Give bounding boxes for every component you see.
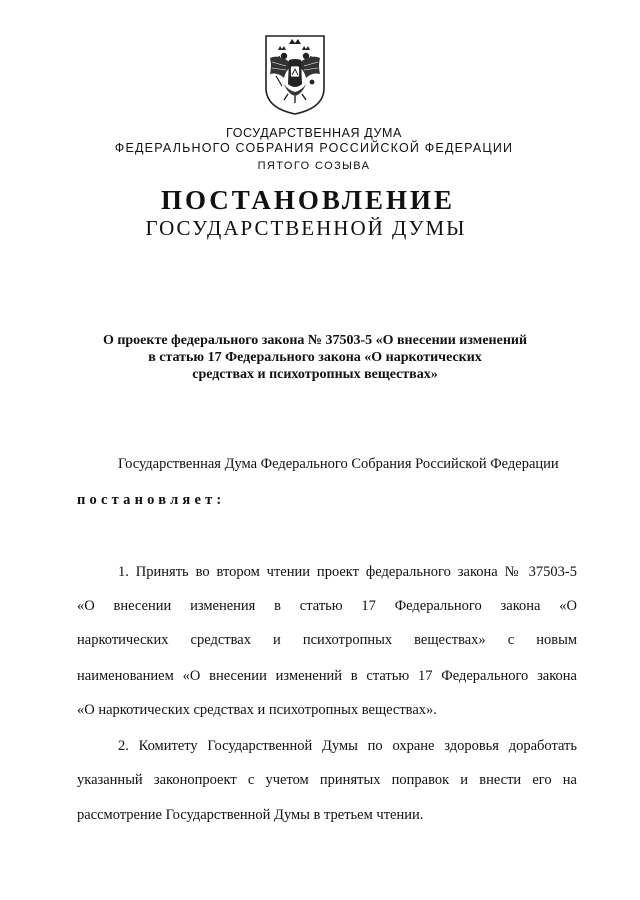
document-issuer: ГОСУДАРСТВЕННОЙ ДУМЫ xyxy=(145,216,467,240)
item2-line: рассмотрение Государственной Думы в третьем чтении. xyxy=(77,807,424,823)
item1-line: 1. Принять во втором чтении проект федерального закона № 37503-5 xyxy=(118,564,577,580)
item2-line: указанный законопроект с учетом принятых поправок и внести его на xyxy=(77,772,577,788)
document-type-title: ПОСТАНОВЛЕНИЕ xyxy=(160,185,456,215)
item1-line: наркотических средствах и психотропных веществах» с новым xyxy=(77,632,577,648)
parliament-name: ГОСУДАРСТВЕННАЯ ДУМА xyxy=(226,126,402,140)
preamble: Государственная Дума Федерального Собрания Российской Федерации xyxy=(118,456,559,472)
document-subject xyxy=(80,332,550,383)
subject-line: средствах и психотропных веществах» xyxy=(192,367,438,382)
item1-line: наименованием «О внесении изменений в статью 17 Федерального закона xyxy=(77,668,577,684)
convocation: ПЯТОГО СОЗЫВА xyxy=(257,160,371,172)
item1-line: «О наркотических средствах и психотропных веществах». xyxy=(77,702,437,718)
resolves-label: постановляет: xyxy=(77,492,226,508)
coat-of-arms-icon xyxy=(262,32,328,116)
item1-line: «О внесении изменения в статью 17 Федерального закона «О xyxy=(77,598,577,614)
parliament-assembly: ФЕДЕРАЛЬНОГО СОБРАНИЯ РОССИЙСКОЙ ФЕДЕРАЦИИ xyxy=(114,141,514,155)
subject-line: О проекте федерального закона № 37503-5 «О внесении изменений xyxy=(102,333,528,348)
item2-line: 2. Комитету Государственной Думы по охране здоровья доработать xyxy=(118,738,577,754)
subject-line: в статью 17 Федерального закона «О наркотических xyxy=(148,350,482,365)
